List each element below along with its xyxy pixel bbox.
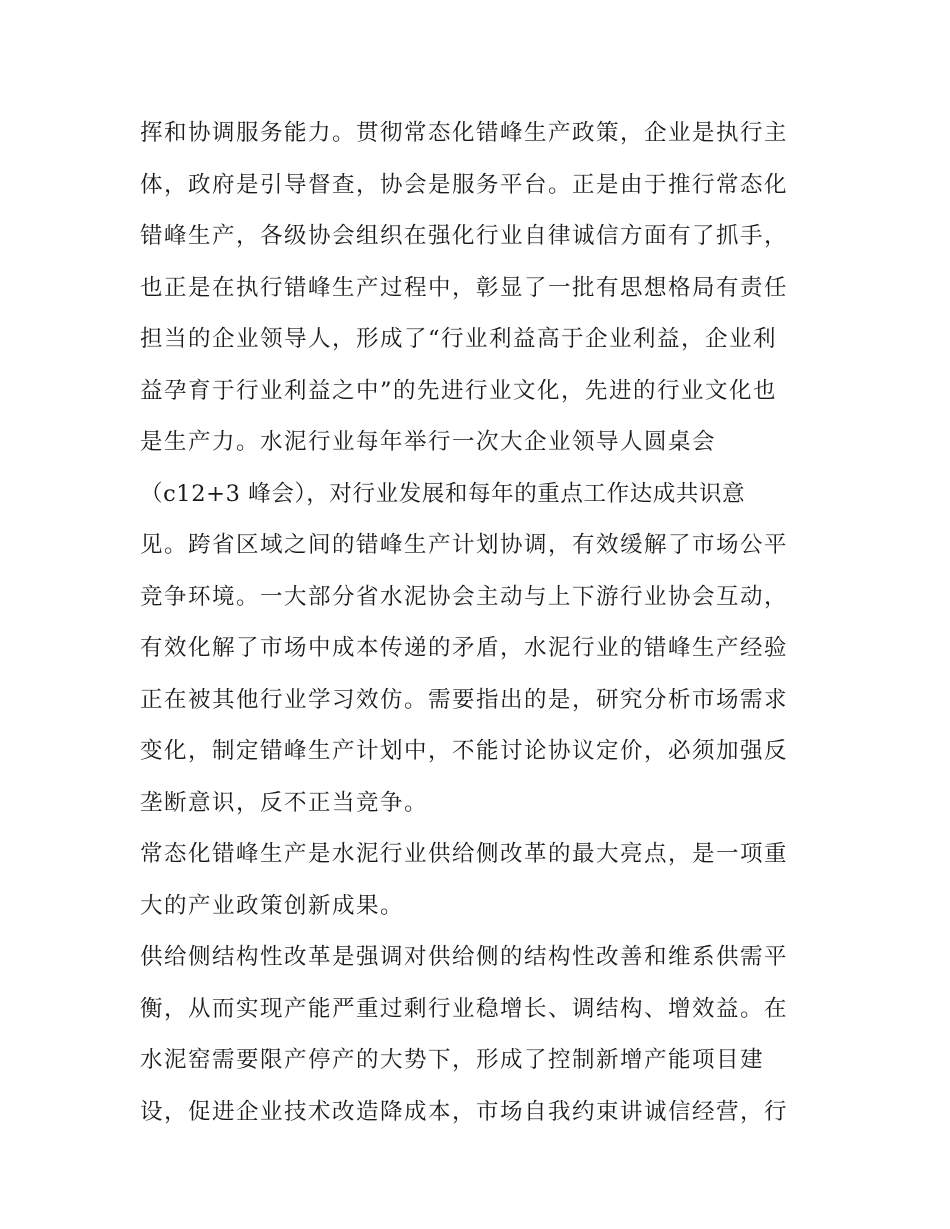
text-line: 变化，制定错峰生产计划中，不能讨论协议定价，必须加强反 [140, 738, 789, 764]
text-line: 也正是在执行错峰生产过程中，彰显了一批有思想格局有责任 [140, 274, 789, 301]
text-line: 设，促进企业技术改造降成本，市场自我约束讲诚信经营，行 [140, 1098, 789, 1125]
text-line: 竞争环境。一大部分省水泥协会主动与上下游行业协会互动， [140, 583, 789, 610]
text-line: 水泥窑需要限产停产的大势下，形成了控制新增产能项目建 [140, 1047, 765, 1073]
text-line: 体，政府是引导督查，协会是服务平台。正是由于推行常态化 [140, 171, 789, 198]
paragraph-start-line: 常态化错峰生产是水泥行业供给侧改革的最大亮点，是一项重 [140, 841, 789, 867]
text-line: 见。跨省区域之间的错峰生产计划协调，有效缓解了市场公平 [140, 532, 789, 558]
text-line: 衡，从而实现产能严重过剩行业稳增长、调结构、增效益。在 [140, 995, 789, 1022]
paragraph-start-line: 供给侧结构性改革是强调对供给侧的结构性改善和维系供需平 [140, 944, 789, 970]
text-line: 大的产业政策创新成果。 [140, 892, 405, 919]
text-line: 是生产力。水泥行业每年举行一次大企业领导人圆桌会 [140, 429, 717, 455]
text-line: 益孕育于行业利益之中”的先进行业文化，先进的行业文化也 [140, 377, 778, 404]
text-line: 挥和协调服务能力。贯彻常态化错峰生产政策，企业是执行主 [140, 120, 789, 146]
text-line: （c12+3 峰会），对行业发展和每年的重点工作达成共识意 [140, 480, 746, 507]
text-line: 担当的企业领导人，形成了“行业利益高于企业利益，企业利 [140, 326, 778, 352]
body-text [140, 108, 820, 1138]
text-line: 正在被其他行业学习效仿。需要指出的是，研究分析市场需求 [140, 686, 789, 713]
text-line: 错峰生产，各级协会组织在强化行业自律诚信方面有了抓手， [140, 223, 789, 249]
text-line: 垄断意识，反不正当竞争。 [140, 789, 429, 816]
text-line: 有效化解了市场中成本传递的矛盾，水泥行业的错峰生产经验 [140, 635, 789, 661]
